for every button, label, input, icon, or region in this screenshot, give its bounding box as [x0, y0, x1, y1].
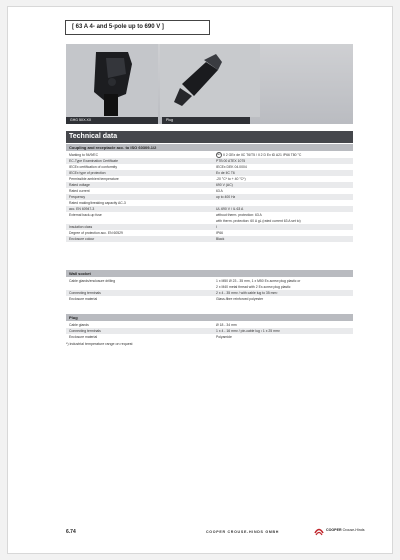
table-row: Connecting terminals 2 x 4 - 35 mm² / with cable lug to 35 mm²: [66, 290, 353, 296]
table-row: Rated voltage 690 V (AC): [66, 182, 353, 188]
wall-socket-table: [66, 278, 353, 302]
table-row: Rated current 63 A: [69, 189, 223, 193]
technical-data-heading: Technical data: [66, 131, 353, 143]
table-row: Permissible ambient temperature -20 °C* to + 40 °C*): [69, 177, 246, 181]
product-photo-band: [66, 44, 353, 124]
table-row: Frequency up to 400 Hz: [66, 194, 353, 200]
ex-mark-icon: Ex: [217, 153, 221, 157]
table-row: Cable glands Ø 18 - 34 mm: [69, 323, 237, 327]
table-row: Connecting terminals 1 x 4 - 16 mm² / pin-cable lug ¹ 1 x 25 mm²: [66, 328, 353, 334]
table-row: EC-Type Examination Certificate PTB 00 ATEX 1075: [66, 158, 353, 164]
wall-socket-caption: GHG 5XX.XX: [66, 117, 158, 124]
table-row: acc. EN 60947-3 UL 690 V / IL 63 A: [66, 206, 353, 212]
page-number: 6.74: [66, 529, 76, 535]
table-row: with therm. protection: 60 A gL (rated current 63 A set to): [216, 219, 301, 223]
table-row: Degree of protection acc. EN 60529 IP66: [69, 231, 223, 235]
table-row: Insulation class I: [66, 224, 353, 230]
wall-socket-photo: [66, 44, 158, 117]
plug-heading: Plug: [66, 314, 353, 321]
coupling-receptacle-subheading: Coupling and receptacle acc. to ISO 60309-1/2: [66, 144, 353, 151]
table-row: Marking to 94/9/EC Ex II 2 GEx de IIC T6/T5 / II 2 D Ex tD A21 IP66 T80 °C: [69, 153, 302, 157]
footer-company: COOPER CROUSE-HINDS GMBH: [206, 530, 280, 534]
plug-table: [66, 322, 353, 340]
table-row: Rated making/breaking capacity AC-3: [69, 201, 126, 205]
table-row: Enclosure material Glass-fibre reinforced polyester: [69, 297, 264, 301]
table-row: External back-up fuse without therm. protection: 63 A: [69, 213, 262, 217]
cooper-logo-icon: [314, 526, 324, 536]
table-row: Enclosure material Polyamide: [69, 335, 232, 339]
table-row: IECEx certification of conformity IECEx DEK 04.0004: [69, 165, 247, 169]
plug-photo: [160, 44, 260, 117]
plug-caption: Plug: [162, 117, 250, 124]
wall-socket-heading: Wall socket: [66, 270, 353, 277]
table-row: IECEx type of protection Ex de IIC T6: [66, 170, 353, 176]
table-row: Enclosure colour Black: [66, 236, 353, 242]
footnote: *) industrial temperature range on request: [66, 342, 133, 346]
table-row: Cable glands/enclosure drilling 1 x M50 Ø 23 - 35 mm, 1 x M50 Ex-screw plug plastic or: [69, 279, 301, 283]
page-title: [ 63 A 4- and 5-pole up to 690 V ]: [65, 20, 210, 35]
table-row: 2 x M40 metal thread with 2 Ex-screw plug plastic: [216, 285, 291, 289]
tech-data-table: [66, 152, 353, 242]
datasheet-page: [7, 6, 393, 554]
cooper-logo: COOPER Crouse-Hinds: [314, 526, 360, 536]
